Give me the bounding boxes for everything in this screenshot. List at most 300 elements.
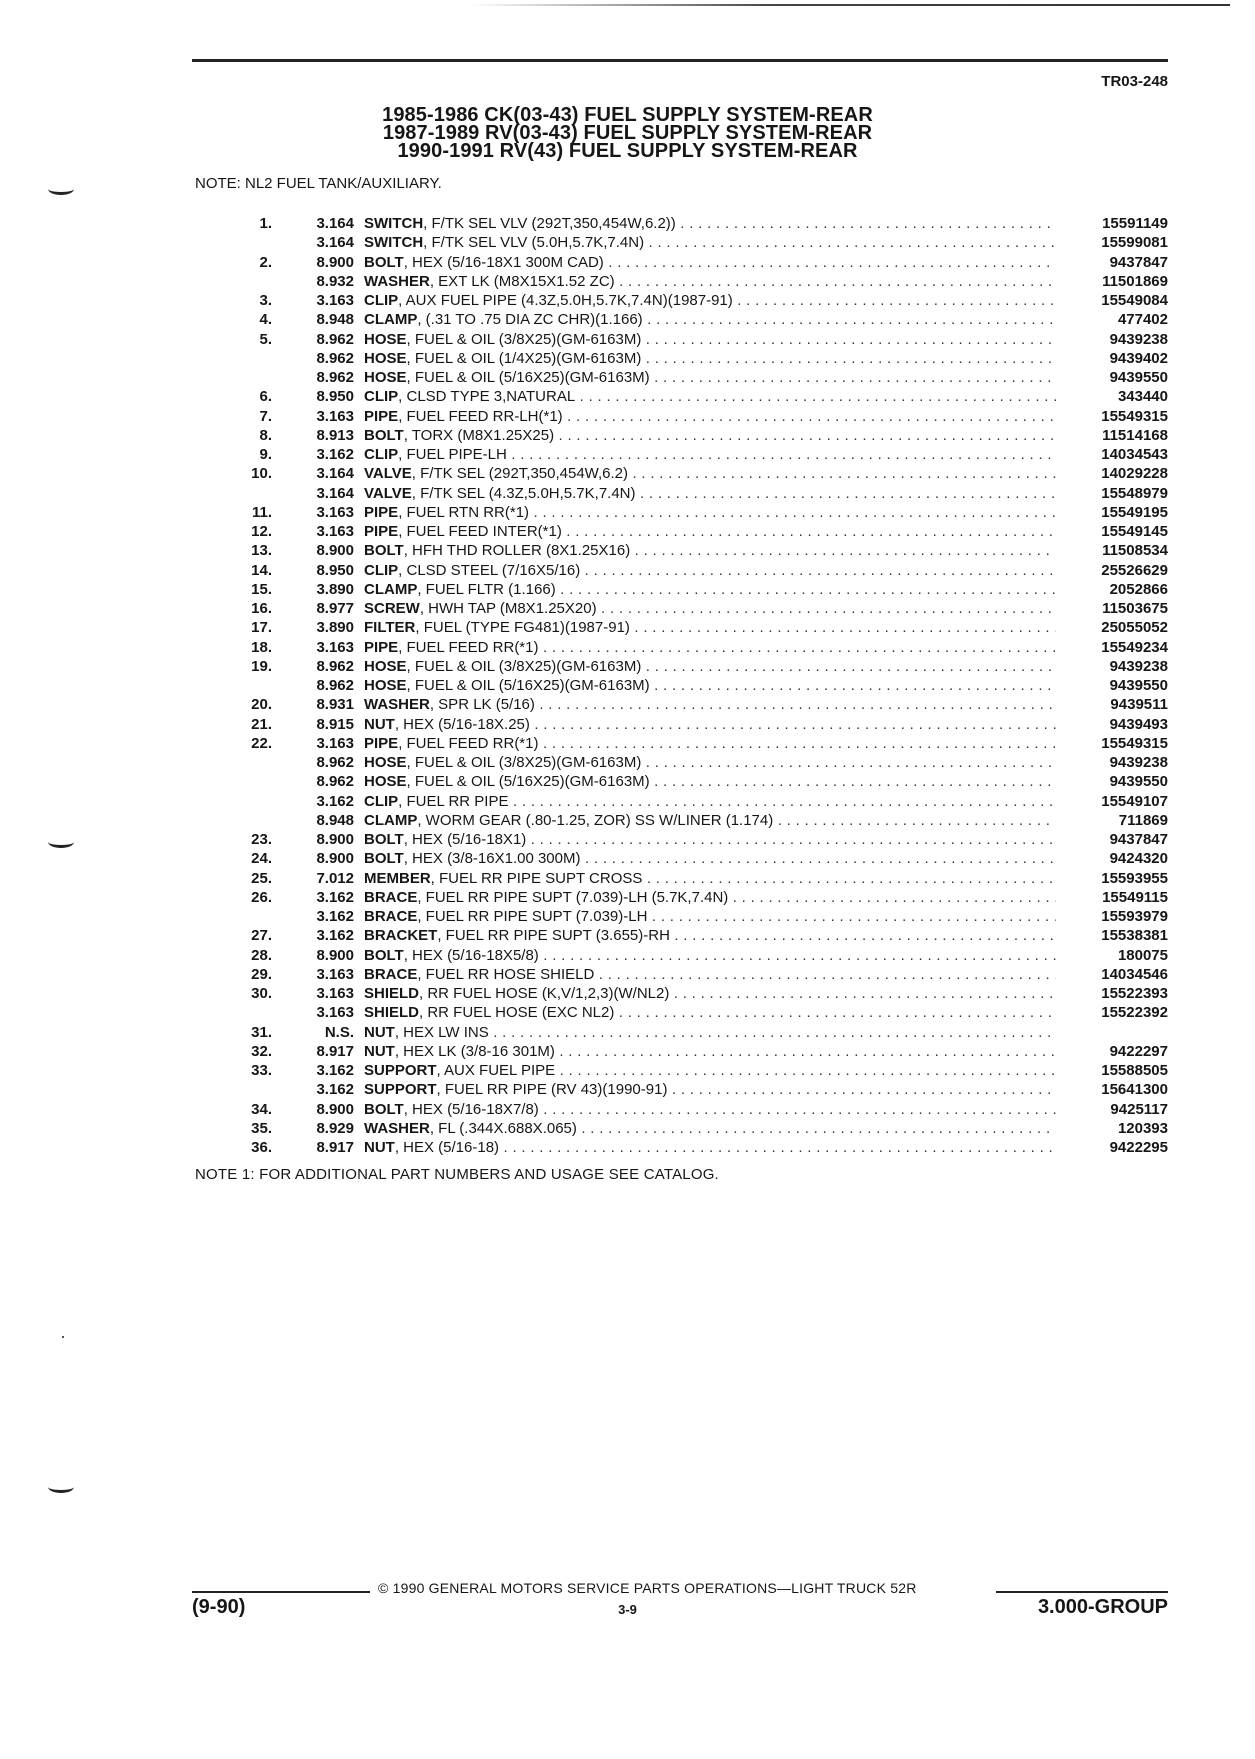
part-description [364, 330, 1056, 349]
item-number: 25. [251, 869, 272, 887]
doc-id: TR03-248 [1101, 73, 1168, 90]
part-name: WASHER [364, 696, 430, 714]
part-detail: , FUEL RR HOSE SHIELD [417, 965, 595, 983]
part-number: 11501869 [1102, 272, 1168, 290]
part-detail: , HEX (3/8-16X1.00 300M) [403, 850, 581, 868]
part-name: PIPE [364, 734, 399, 752]
part-detail: , AUX FUEL PIPE (4.3Z,5.0H,5.7K,7.4N)(1987-91) [398, 292, 733, 309]
part-name: HOSE [364, 754, 407, 771]
item-number: 12. [251, 523, 272, 540]
part-number: 2052866 [1109, 580, 1168, 598]
part-detail: , SPR LK (5/16) [429, 696, 535, 714]
part-name: CLAMP [364, 311, 418, 329]
group-number: 8.900 [316, 946, 354, 964]
part-number: 15591149 [1102, 215, 1168, 232]
part-row [192, 888, 1168, 907]
group-number: 8.950 [316, 561, 354, 579]
part-description [364, 233, 1056, 252]
item-number: 26. [251, 888, 272, 906]
part-detail: , HEX (5/16-18) [394, 1139, 500, 1156]
part-name: BOLT [364, 831, 404, 848]
group-number: 3.162 [316, 1062, 354, 1079]
part-row [192, 464, 1168, 483]
group-number: 8.913 [316, 426, 354, 444]
part-description [364, 310, 1056, 329]
part-description [364, 657, 1056, 676]
group-number: 8.962 [316, 349, 354, 367]
part-detail: , FUEL FLTR (1.166) [417, 580, 556, 598]
part-name: HOSE [364, 330, 407, 348]
item-number: 29. [251, 965, 272, 983]
part-row [192, 907, 1168, 926]
item-number: 19. [251, 657, 272, 675]
part-row [192, 272, 1168, 291]
part-detail: , F/TK SEL VLV (5.0H,5.7K,7.4N) [423, 234, 645, 252]
part-row [192, 387, 1168, 406]
part-name: PIPE [364, 523, 399, 540]
part-detail: , HWH TAP (M8X1.25X20) [419, 600, 597, 617]
part-detail: , FUEL FEED RR-LH(*1) [398, 407, 563, 425]
group-number: 3.162 [316, 888, 354, 906]
item-number: 11. [251, 503, 272, 521]
part-number: 9439550 [1109, 773, 1168, 791]
item-number: 24. [251, 850, 272, 868]
group-number: 8.917 [316, 1042, 354, 1060]
part-description [364, 503, 1056, 522]
part-number: 9439238 [1109, 754, 1168, 771]
part-detail: , FUEL & OIL (5/16X25)(GM-6163M) [406, 677, 650, 694]
footnote: NOTE 1: FOR ADDITIONAL PART NUMBERS AND USAGE SEE CATALOG. [195, 1166, 719, 1183]
part-name: BOLT [364, 946, 404, 964]
part-description [364, 888, 1056, 907]
part-row [192, 811, 1168, 830]
item-number: 13. [251, 542, 272, 560]
part-description [364, 1119, 1056, 1138]
part-detail: , FUEL (TYPE FG481)(1987-91) [415, 619, 630, 637]
part-detail: , HEX LW INS [394, 1023, 489, 1041]
part-description [364, 618, 1056, 637]
group-number: N.S. [324, 1023, 354, 1041]
part-number: 15599081 [1101, 234, 1168, 252]
part-row [192, 349, 1168, 368]
part-row [192, 445, 1168, 464]
part-name: HOSE [364, 349, 407, 367]
item-number: 14. [251, 561, 272, 579]
part-number: 477402 [1117, 311, 1168, 329]
part-name: BRACE [364, 908, 418, 925]
part-detail: , HEX LK (3/8-16 301M) [394, 1042, 555, 1060]
group-number: 8.962 [316, 754, 354, 771]
group-number: 8.950 [316, 388, 354, 406]
part-number: 9439550 [1109, 369, 1168, 386]
part-name: BOLT [364, 426, 404, 444]
part-description [364, 561, 1056, 580]
part-description [364, 407, 1056, 426]
item-number: 34. [251, 1100, 272, 1118]
parts-list [192, 214, 1168, 1157]
part-row [192, 541, 1168, 560]
part-row [192, 368, 1168, 387]
group-number: 3.163 [316, 985, 354, 1002]
footer-date: (9-90) [192, 1596, 246, 1618]
part-name: BOLT [364, 850, 404, 868]
item-number: 15. [251, 580, 272, 598]
part-name: CLIP [364, 388, 399, 406]
part-detail: , FUEL & OIL (5/16X25)(GM-6163M) [406, 773, 650, 791]
part-name: WASHER [364, 1119, 430, 1137]
part-row [192, 310, 1168, 329]
part-number: 120393 [1117, 1119, 1168, 1137]
part-row [192, 407, 1168, 426]
part-description [364, 445, 1056, 464]
part-detail: , FUEL RTN RR(*1) [398, 503, 530, 521]
part-name: VALVE [364, 484, 412, 502]
part-row [192, 1023, 1168, 1042]
item-number: 1. [259, 215, 272, 232]
group-number: 8.962 [316, 330, 354, 348]
part-row [192, 1119, 1168, 1138]
part-row [192, 849, 1168, 868]
part-description [364, 715, 1056, 734]
part-row [192, 965, 1168, 984]
part-description [364, 368, 1056, 387]
part-description [364, 214, 1056, 233]
part-description [364, 676, 1056, 695]
group-number: 3.162 [316, 908, 354, 925]
part-description [364, 907, 1056, 926]
part-row [192, 830, 1168, 849]
part-description [364, 638, 1056, 657]
part-detail: , FUEL RR PIPE [398, 792, 509, 810]
group-number: 8.915 [316, 715, 354, 733]
part-name: SWITCH [364, 215, 424, 232]
part-detail: , FUEL & OIL (1/4X25)(GM-6163M) [406, 349, 642, 367]
item-number: 28. [251, 946, 272, 964]
part-description [364, 965, 1056, 984]
part-detail: , FUEL & OIL (3/8X25)(GM-6163M) [406, 330, 642, 348]
part-row [192, 1080, 1168, 1099]
part-description [364, 349, 1056, 368]
group-number: 8.917 [316, 1139, 354, 1156]
part-number: 9439402 [1109, 349, 1168, 367]
part-detail: , FUEL RR PIPE SUPT CROSS [430, 869, 643, 887]
part-row [192, 638, 1168, 657]
part-number: 9439238 [1109, 330, 1168, 348]
binding-hole-mark [48, 1481, 74, 1493]
part-detail: , EXT LK (M8X15X1.52 ZC) [429, 272, 615, 290]
part-name: BOLT [364, 1100, 404, 1118]
part-number: 9422297 [1109, 1042, 1168, 1060]
group-number: 8.931 [316, 696, 354, 714]
part-row [192, 214, 1168, 233]
part-row [192, 291, 1168, 310]
part-detail: , RR FUEL HOSE (EXC NL2) [419, 1004, 615, 1022]
part-row [192, 233, 1168, 252]
group-number: 3.163 [316, 1004, 354, 1022]
part-name: HOSE [364, 657, 407, 675]
part-number: 180075 [1117, 946, 1168, 964]
group-number: 3.162 [316, 1081, 354, 1099]
part-name: BOLT [364, 253, 404, 271]
part-name: MEMBER [364, 869, 431, 887]
part-row [192, 657, 1168, 676]
part-number: 15522392 [1101, 1004, 1168, 1022]
part-description [364, 792, 1056, 811]
part-name: SHIELD [364, 985, 420, 1002]
item-number: 17. [251, 619, 272, 637]
title-block [0, 106, 1255, 160]
title-line: 1985-1986 CK(03-43) FUEL SUPPLY SYSTEM-REAR [382, 104, 873, 126]
part-description [364, 753, 1056, 772]
part-name: SHIELD [364, 1004, 420, 1022]
part-number: 15548979 [1101, 484, 1168, 502]
top-rule [192, 59, 1168, 62]
part-name: SCREW [364, 600, 420, 617]
group-number: 3.163 [316, 407, 354, 425]
top-faint-rule [470, 4, 1230, 6]
part-description [364, 1138, 1056, 1157]
part-name: HOSE [364, 677, 407, 694]
part-detail: , F/TK SEL (4.3Z,5.0H,5.7K,7.4N) [411, 484, 636, 502]
part-number: 9437847 [1109, 253, 1168, 271]
item-number: 30. [251, 985, 272, 1002]
part-number: 9437847 [1109, 831, 1168, 848]
part-description [364, 811, 1056, 830]
item-number: 16. [251, 600, 272, 617]
group-number: 8.900 [316, 850, 354, 868]
part-number: 15549315 [1101, 407, 1168, 425]
part-detail: , FUEL & OIL (3/8X25)(GM-6163M) [406, 657, 642, 675]
title-line: 1990-1991 RV(43) FUEL SUPPLY SYSTEM-REAR [397, 140, 858, 162]
part-row [192, 734, 1168, 753]
part-name: BRACE [364, 965, 418, 983]
part-name: CLAMP [364, 811, 418, 829]
part-name: BOLT [364, 542, 404, 560]
part-detail: , HEX (5/16-18X1 300M CAD) [403, 253, 604, 271]
part-number: 15593979 [1101, 908, 1168, 925]
group-number: 3.162 [316, 446, 354, 463]
part-name: CLIP [364, 561, 399, 579]
item-number: 9. [259, 446, 272, 463]
item-number: 2. [259, 253, 272, 271]
part-row [192, 561, 1168, 580]
group-number: 8.948 [316, 311, 354, 329]
group-number: 3.163 [316, 734, 354, 752]
part-name: NUT [364, 1139, 395, 1156]
part-detail: , CLSD TYPE 3,NATURAL [398, 388, 576, 406]
part-name: SWITCH [364, 234, 424, 252]
part-detail: , AUX FUEL PIPE [436, 1062, 556, 1079]
part-row [192, 1003, 1168, 1022]
item-number: 21. [251, 715, 272, 733]
group-number: 8.962 [316, 773, 354, 791]
scan-speck [62, 1336, 64, 1338]
group-number: 8.900 [316, 1100, 354, 1118]
part-number: 15549084 [1101, 292, 1168, 309]
group-number: 8.900 [316, 831, 354, 848]
part-row [192, 792, 1168, 811]
part-detail: , FUEL RR PIPE SUPT (7.039)-LH (5.7K,7.4N) [417, 888, 729, 906]
group-number: 8.900 [316, 542, 354, 560]
part-row [192, 715, 1168, 734]
part-number: 15549115 [1102, 888, 1168, 906]
part-number: 15538381 [1101, 927, 1168, 945]
part-row [192, 695, 1168, 714]
part-detail: , F/TK SEL VLV (292T,350,454W,6.2)) [423, 215, 676, 232]
part-detail: , HEX (5/16-18X.25) [394, 715, 530, 733]
part-name: HOSE [364, 773, 407, 791]
part-row [192, 599, 1168, 618]
item-number: 27. [251, 927, 272, 945]
part-description [364, 772, 1056, 791]
item-number: 32. [251, 1042, 272, 1060]
part-detail: , FUEL RR PIPE SUPT (7.039)-LH [417, 908, 648, 925]
part-detail: , FUEL FEED RR(*1) [398, 638, 539, 656]
part-name: CLAMP [364, 580, 418, 598]
binding-hole-mark [48, 836, 74, 848]
part-number: 14029228 [1101, 465, 1168, 483]
part-description [364, 946, 1056, 965]
part-description [364, 426, 1056, 445]
part-row [192, 946, 1168, 965]
part-description [364, 387, 1056, 406]
group-number: 3.164 [316, 234, 354, 252]
item-number: 3. [259, 292, 272, 309]
part-number: 15522393 [1101, 985, 1168, 1002]
group-number: 8.962 [316, 369, 354, 386]
item-number: 18. [251, 638, 272, 656]
group-number: 3.162 [316, 792, 354, 810]
group-number: 3.164 [316, 215, 354, 232]
part-name: NUT [364, 1042, 395, 1060]
part-detail: , TORX (M8X1.25X25) [403, 426, 555, 444]
item-number: 5. [259, 330, 272, 348]
part-name: PIPE [364, 407, 399, 425]
item-number: 8. [259, 426, 272, 444]
part-number: 25055052 [1101, 619, 1168, 637]
footer-rule-right [996, 1591, 1168, 1593]
part-number: 9439493 [1109, 715, 1168, 733]
group-number: 8.948 [316, 811, 354, 829]
item-number: 33. [251, 1062, 272, 1079]
part-description [364, 580, 1056, 599]
item-number: 36. [251, 1139, 272, 1156]
part-name: CLIP [364, 446, 399, 463]
part-number: 343440 [1117, 388, 1168, 406]
part-detail: , FUEL RR PIPE (RV 43)(1990-91) [436, 1081, 668, 1099]
item-number: 20. [251, 696, 272, 714]
part-number: 15593955 [1101, 869, 1168, 887]
part-row [192, 580, 1168, 599]
part-description [364, 830, 1056, 849]
part-row [192, 926, 1168, 945]
part-description [364, 1061, 1056, 1080]
group-number: 3.163 [316, 965, 354, 983]
part-description [364, 734, 1056, 753]
group-number: 7.012 [316, 869, 354, 887]
part-number: 11508534 [1102, 542, 1168, 560]
part-name: FILTER [364, 619, 416, 637]
part-name: HOSE [364, 369, 407, 386]
group-number: 8.900 [316, 253, 354, 271]
part-row [192, 426, 1168, 445]
part-name: VALVE [364, 465, 412, 483]
group-number: 3.164 [316, 465, 354, 483]
part-row [192, 772, 1168, 791]
part-description [364, 1042, 1056, 1061]
part-row [192, 1100, 1168, 1119]
part-row [192, 484, 1168, 503]
part-number: 15549234 [1101, 638, 1168, 656]
footer-group: 3.000-GROUP [1037, 1596, 1168, 1618]
part-number: 9439511 [1110, 696, 1168, 714]
item-number: 23. [251, 831, 272, 848]
part-row [192, 522, 1168, 541]
part-description [364, 1100, 1056, 1119]
part-row [192, 984, 1168, 1003]
part-number: 9424320 [1109, 850, 1168, 868]
part-detail: , F/TK SEL (292T,350,454W,6.2) [411, 465, 629, 483]
part-name: PIPE [364, 503, 399, 521]
part-number: 9439550 [1109, 677, 1168, 694]
group-number: 3.164 [316, 484, 354, 502]
part-description [364, 1003, 1056, 1022]
copyright-text: © 1990 GENERAL MOTORS SERVICE PARTS OPERATIONS—LIGHT TRUCK 52R [378, 1580, 917, 1596]
group-number: 8.962 [316, 657, 354, 675]
part-row [192, 869, 1168, 888]
part-detail: , FL (.344X.688X.065) [429, 1119, 577, 1137]
part-detail: , HEX (5/16-18X5/8) [403, 946, 539, 964]
item-number: 35. [251, 1119, 272, 1137]
part-description [364, 849, 1056, 868]
part-row [192, 253, 1168, 272]
item-number: 22. [251, 734, 272, 752]
part-number: 15549107 [1101, 792, 1168, 810]
footer-rule-left [192, 1591, 370, 1593]
part-row [192, 753, 1168, 772]
part-name: WASHER [364, 272, 430, 290]
part-name: NUT [364, 715, 395, 733]
part-description [364, 695, 1056, 714]
part-number: 11503675 [1102, 600, 1168, 617]
part-number: 9439238 [1109, 657, 1168, 675]
item-number: 6. [259, 388, 272, 406]
part-description [364, 926, 1056, 945]
part-row [192, 1042, 1168, 1061]
part-detail: , WORM GEAR (.80-1.25, ZOR) SS W/LINER (1.174) [417, 811, 774, 829]
part-row [192, 676, 1168, 695]
part-name: SUPPORT [364, 1081, 437, 1099]
group-number: 3.163 [316, 523, 354, 540]
header-note: NOTE: NL2 FUEL TANK/AUXILIARY. [195, 175, 442, 192]
part-description [364, 253, 1056, 272]
group-number: 3.162 [316, 927, 354, 945]
item-number: 31. [251, 1023, 272, 1041]
part-detail: , HEX (5/16-18X1) [403, 831, 527, 848]
part-description [364, 272, 1056, 291]
group-number: 8.977 [316, 600, 354, 617]
group-number: 3.163 [316, 638, 354, 656]
part-number: 15588505 [1101, 1062, 1168, 1079]
part-row [192, 503, 1168, 522]
group-number: 3.163 [316, 292, 354, 309]
part-description [364, 984, 1056, 1003]
part-detail: , HFH THD ROLLER (8X1.25X16) [403, 542, 631, 560]
part-description [364, 599, 1056, 618]
part-detail: , FUEL RR PIPE SUPT (3.655)-RH [437, 927, 670, 945]
part-number: 25526629 [1101, 561, 1168, 579]
part-description [364, 291, 1056, 310]
